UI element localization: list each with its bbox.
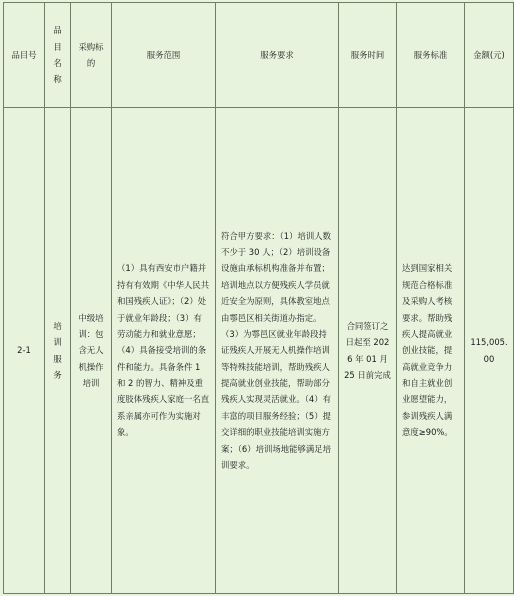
cell-procure-target: 中级培训：包含无人机操作培训 <box>71 108 112 594</box>
header-item-name: 品目名称 <box>45 3 71 108</box>
cell-service-standard: 达到国家相关规范合格标准及采购人考核要求。帮助残疾人提高就业创业技能，提高就业竞争力和自主就业创业愿望能力，参训残疾人满意度≥90%。 <box>397 108 465 594</box>
cell-item-no: 2-1 <box>4 108 45 594</box>
table-row <box>4 108 514 594</box>
header-amount: 金额(元) <box>465 3 514 108</box>
procurement-table <box>3 2 514 594</box>
header-service-requirements: 服务要求 <box>216 3 339 108</box>
cell-service-time: 合同签订之日起至 2026 年 01 月 25 日前完成 <box>339 108 397 594</box>
cell-amount: 115,005.00 <box>465 108 514 594</box>
header-service-scope: 服务范围 <box>112 3 216 108</box>
header-row <box>4 3 514 108</box>
header-procure-target: 采购标的 <box>71 3 112 108</box>
cell-item-name: 培训服务 <box>45 108 71 594</box>
header-service-standard: 服务标准 <box>397 3 465 108</box>
header-item-no: 品目号 <box>4 3 45 108</box>
header-service-time: 服务时间 <box>339 3 397 108</box>
cell-service-scope: （1）具有西安市户籍并持有有效期《中华人民共和国残疾人证》；（2）处于就业年龄段；（3）有劳动能力和就业意愿；（4）具备接受培训的条件和能力。具备条件 1 和 2 的智力、精神及重度肢体残疾人家庭一名直系亲属亦可作为实施对象。 <box>112 108 216 594</box>
cell-service-requirements: 符合甲方要求：（1）培训人数不少于 30 人；（2）培训设备设施由承标机构准备并布置；培训地点以方便残疾人学员就近安全为原则，具体教室地点由鄠邑区相关街道办指定。（3）为鄠邑区就业年龄段持证残疾人开展无人机操作培训等特殊技能培训，帮助残疾人提高就业创业技能，帮助部分残疾人实现灵活就业。（4）有丰富的项目服务经验；（5）提交详细的职业技能培训实施方案；（6）培训场地能够满足培训要求。 <box>216 108 339 594</box>
